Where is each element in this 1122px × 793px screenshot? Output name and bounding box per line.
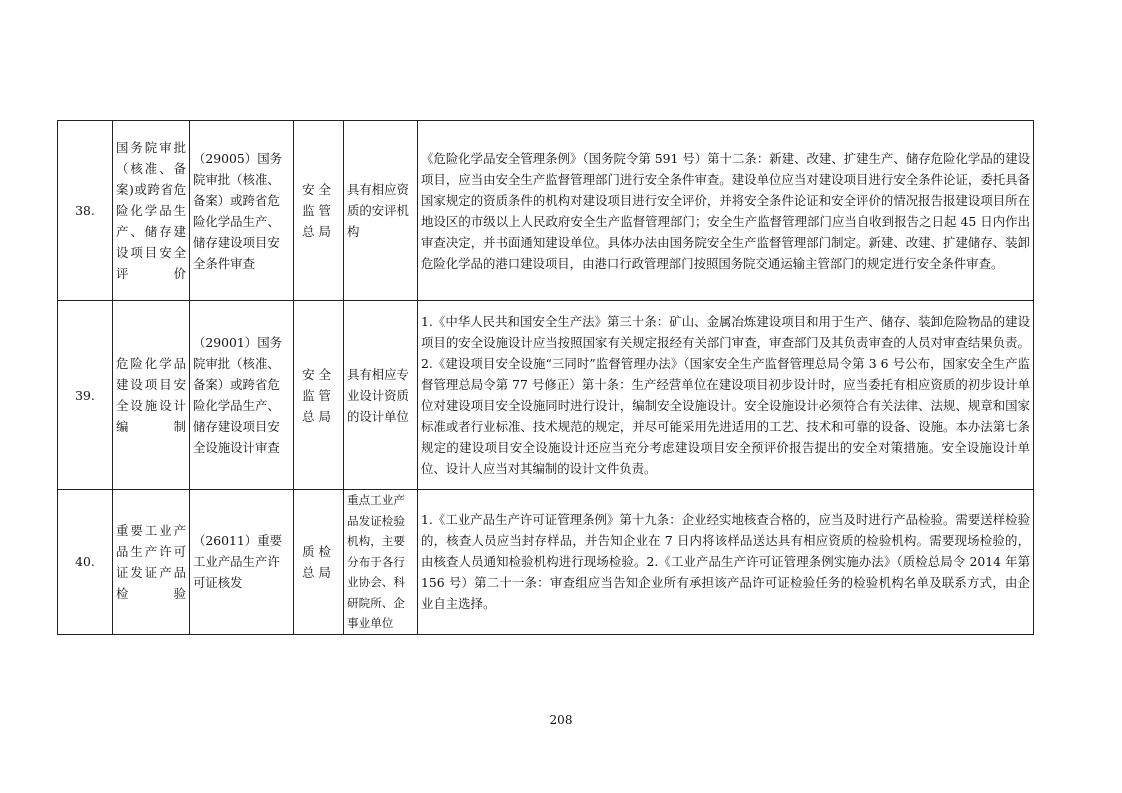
table-row — [58, 490, 1034, 635]
row-number: 40. — [58, 490, 113, 635]
legal-basis: 《危险化学品安全管理条例》（国务院令第 591 号）第十二条：新建、改建、扩建生产、储存危险化学品的建设项目，应当由安全生产监督管理部门进行安全条件审查。建设单位应当对建设项目进行安全条件论证，委托具备国家规定的资质条件的机构对建设项目进行安全评价，并将安全条件论证和安全评价的情况报告报建设项目所在地设区的市级以上人民政府安全生产监督管理部门；安全生产监督管理部门应当自收到报告之日起 45 日内作出审查决定，并书面通知建设单位。具体办法由国务院安全生产监督管理部门制定。新建、改建、扩建储存、装卸危险化学品的港口建设项目，由港口行政管理部门按照国务院交通运输主管部门的规定进行安全条件审查。 — [418, 121, 1034, 301]
approval-item: （26011）重要工业产品生产许可证核发 — [190, 490, 294, 635]
table-row — [58, 121, 1034, 301]
page-number: 208 — [549, 713, 573, 727]
approval-item: （29005）国务院审批（核准、备案）或跨省危险化学品生产、储存建设项目安全条件审查 — [190, 121, 294, 301]
service-item: 危险化学品建设项目安全设施设计编制 — [113, 301, 190, 490]
department: 安全监管总局 — [294, 121, 344, 301]
department: 安全监管总局 — [294, 301, 344, 490]
service-item: 重要工业产品生产许可证发证产品检验 — [113, 490, 190, 635]
service-item: 国务院审批（核准、备案)或跨省危险化学品生产、储存建设项目安全评价 — [113, 121, 190, 301]
legal-basis: 1.《工业产品生产许可证管理条例》第十九条：企业经实地核查合格的，应当及时进行产品检验。需要送样检验的，核查人员应当封存样品，并告知企业在 7 日内将该样品送达具有相应资质的检验机构。需要现场检验的，由核查人员通知检验机构进行现场检验。2.《工业产品生产许可证管理条例实施办法》（质检总局令 2014 年第 156 号）第二十一条：审查组应当告知企业所有承担该产品许可证检验任务的检验机构名单及联系方式，由企业自主选择。 — [418, 490, 1034, 635]
department: 质检总局 — [294, 490, 344, 635]
catalog-table — [57, 120, 1034, 635]
table-row — [58, 301, 1034, 490]
approval-item: （29001）国务院审批（核准、备案）或跨省危险化学品生产、储存建设项目安全设施设计审查 — [190, 301, 294, 490]
service-agency: 具有相应资质的安评机构 — [344, 121, 418, 301]
service-agency: 重点工业产品发证检验机构，主要分布于各行业协会、科研院所、企事业单位 — [344, 490, 418, 635]
row-number: 39. — [58, 301, 113, 490]
legal-basis: 1.《中华人民共和国安全生产法》第三十条：矿山、金属冶炼建设项目和用于生产、储存、装卸危险物品的建设项目的安全设施设计应当按照国家有关规定报经有关部门审查，审查部门及其负责审查的人员对审查结果负责。2.《建设项目安全设施“三同时”监督管理办法》（国家安全生产监督管理总局令第 3 6 号公布，国家安全生产监督管理总局令第 77 号修正）第十条：生产经营单位在建设项目初步设计时，应当委托有相应资质的初步设计单位对建设项目安全设施同时进行设计，编制安全设施设计。安全设施设计必须符合有关法律、法规、规章和国家标准或者行业标准、技术规范的规定，并尽可能采用先进适用的工艺、技术和可靠的设备、设施。本办法第七条规定的建设项目安全设施设计还应当充分考虑建设项目安全预评价报告提出的安全对策措施。安全设施设计单位、设计人应当对其编制的设计文件负责。 — [418, 301, 1034, 490]
row-number: 38. — [58, 121, 113, 301]
service-agency: 具有相应专业设计资质的设计单位 — [344, 301, 418, 490]
